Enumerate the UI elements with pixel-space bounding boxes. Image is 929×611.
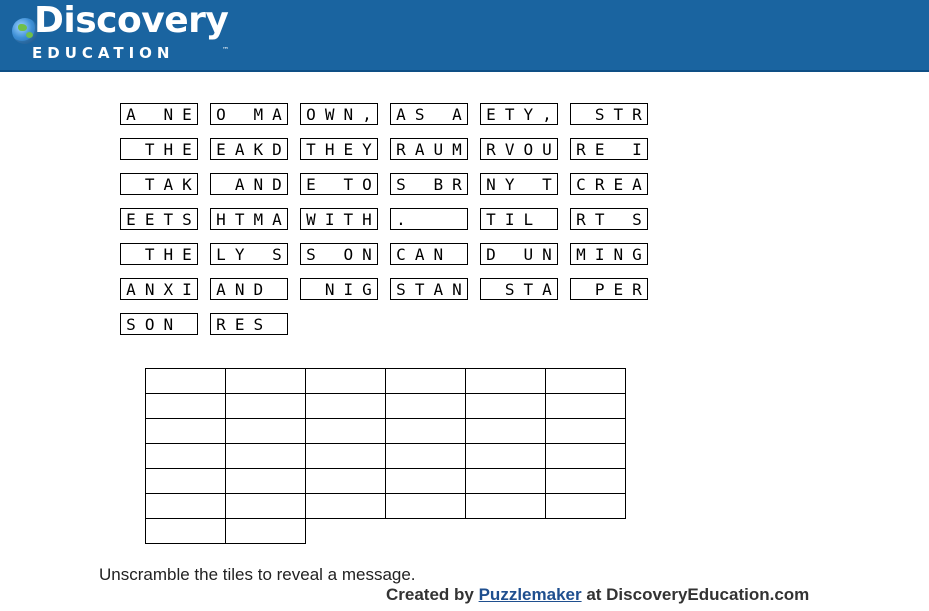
tile-letter: S <box>272 244 282 264</box>
tile-letter <box>431 105 445 124</box>
puzzlemaker-link[interactable]: Puzzlemaker <box>478 585 582 604</box>
logo-trademark: ™ <box>222 46 229 54</box>
puzzle-tile <box>570 278 648 300</box>
puzzle-tile <box>300 103 378 125</box>
puzzle-tile <box>390 278 468 300</box>
tile-letter <box>413 210 427 229</box>
answer-cell <box>145 443 226 469</box>
puzzle-tile <box>390 173 468 195</box>
puzzle-tile <box>480 208 558 230</box>
answer-cell <box>145 368 226 394</box>
tile-letter: Y <box>523 104 534 124</box>
tile-letter <box>450 210 464 229</box>
tile-letter: N <box>433 244 444 264</box>
tile-letter: N <box>163 314 174 334</box>
tile-letter <box>503 245 517 264</box>
tile-letter: H <box>362 209 372 229</box>
tile-letter: S <box>126 314 136 334</box>
tile-letter: R <box>486 139 496 159</box>
tile-letter <box>124 140 138 159</box>
tile-letter: . <box>396 209 406 229</box>
tile-letter: A <box>414 244 425 264</box>
answer-cell <box>385 468 466 494</box>
answer-cell <box>305 468 386 494</box>
tile-letter: T <box>163 209 174 229</box>
tile-letter: L <box>523 209 534 229</box>
tile-letter: X <box>163 279 174 299</box>
tile-letter: N <box>486 174 496 194</box>
tile-letter: U <box>433 139 444 159</box>
tile-letter: A <box>234 139 245 159</box>
tile-letter: A <box>396 104 406 124</box>
tile-letter: A <box>433 279 444 299</box>
answer-cell <box>145 518 226 544</box>
tile-letter: D <box>253 279 264 299</box>
tile-letter <box>484 280 498 299</box>
answer-cell <box>545 468 626 494</box>
tile-letter: H <box>163 139 174 159</box>
answer-cell <box>545 418 626 444</box>
tile-letter: S <box>594 104 605 124</box>
tile-letter: R <box>576 209 586 229</box>
tile-letter: E <box>216 139 226 159</box>
answer-cell <box>305 393 386 419</box>
tile-letter <box>413 175 427 194</box>
tile-letter: V <box>504 139 515 159</box>
tile-letter: E <box>486 104 496 124</box>
tile-letter <box>611 210 625 229</box>
tile-letter: M <box>452 139 462 159</box>
tile-letter: M <box>576 244 586 264</box>
puzzle-tile <box>210 103 288 125</box>
header-bar <box>0 0 929 72</box>
puzzle-tile <box>480 103 558 125</box>
tile-letter <box>521 175 535 194</box>
answer-cell <box>465 493 546 519</box>
answer-cell <box>385 493 466 519</box>
tile-letter <box>214 175 228 194</box>
puzzle-tile <box>390 243 468 265</box>
tile-letter: I <box>504 209 515 229</box>
logo-brand-word: Discovery <box>34 0 229 41</box>
answer-cell <box>145 493 226 519</box>
tile-letter <box>124 245 138 264</box>
tile-letter: S <box>396 279 406 299</box>
puzzle-tile <box>120 243 198 265</box>
tile-letter <box>124 175 138 194</box>
tile-letter: T <box>144 244 155 264</box>
answer-cell <box>305 368 386 394</box>
puzzle-tile <box>120 173 198 195</box>
answer-cell <box>225 493 306 519</box>
answer-cell <box>385 393 466 419</box>
tile-letter: A <box>452 104 462 124</box>
tile-letter: E <box>613 279 624 299</box>
tile-letter: E <box>343 139 354 159</box>
tile-letter: I <box>594 244 605 264</box>
tile-letter: A <box>272 209 282 229</box>
tile-letter: S <box>253 314 264 334</box>
tile-letter: S <box>396 174 406 194</box>
answer-cell <box>545 368 626 394</box>
puzzle-tile <box>120 103 198 125</box>
tile-letter: S <box>504 279 515 299</box>
instructions-text: Unscramble the tiles to reveal a message. <box>99 565 416 584</box>
tile-letter: S <box>414 104 425 124</box>
answer-cell <box>225 468 306 494</box>
answer-cell <box>145 468 226 494</box>
tile-letter: I <box>343 279 354 299</box>
tile-letter: T <box>343 209 354 229</box>
puzzle-tile <box>480 243 558 265</box>
tile-letter: A <box>216 279 226 299</box>
tile-letter: R <box>216 314 226 334</box>
tile-letter: O <box>523 139 534 159</box>
tile-letter: I <box>324 209 335 229</box>
tile-letter: H <box>324 139 335 159</box>
tile-letter: T <box>144 139 155 159</box>
puzzle-tile <box>120 313 198 335</box>
tile-letter: E <box>182 139 192 159</box>
tile-letter: Y <box>234 244 245 264</box>
puzzle-tile <box>570 243 648 265</box>
tile-letter <box>431 210 445 229</box>
tile-letter: O <box>306 104 316 124</box>
tile-letter <box>540 210 554 229</box>
tile-letter: T <box>613 104 624 124</box>
answer-cell <box>225 518 306 544</box>
tile-letter <box>143 105 157 124</box>
tile-letter: A <box>632 174 642 194</box>
tile-letter: C <box>576 174 586 194</box>
tile-letter: N <box>253 174 264 194</box>
tile-letter: D <box>486 244 496 264</box>
answer-cell <box>305 443 386 469</box>
puzzle-tile <box>480 278 558 300</box>
tile-letter: T <box>414 279 425 299</box>
puzzle-tile <box>480 138 558 160</box>
tile-letter: A <box>163 174 174 194</box>
tile-letter <box>611 140 625 159</box>
tile-letter: N <box>144 279 155 299</box>
tile-letter: A <box>126 104 136 124</box>
tile-letter: T <box>504 104 515 124</box>
tile-letter: T <box>542 174 552 194</box>
answer-cell <box>545 493 626 519</box>
discovery-education-logo[interactable] <box>10 0 250 66</box>
tile-letter: E <box>306 174 316 194</box>
tile-letter: K <box>253 139 264 159</box>
answer-cell <box>225 368 306 394</box>
tile-letter: O <box>343 244 354 264</box>
tile-letter: R <box>452 174 462 194</box>
tile-letter: Y <box>504 174 515 194</box>
puzzle-tile <box>570 173 648 195</box>
tile-letter: N <box>343 104 354 124</box>
tile-letter: A <box>272 104 282 124</box>
credit-line <box>386 585 809 605</box>
tile-letter: L <box>216 244 226 264</box>
tile-letter <box>180 315 194 334</box>
puzzle-tile <box>300 138 378 160</box>
answer-cell <box>465 393 546 419</box>
answer-cell <box>385 368 466 394</box>
tile-letter <box>574 280 588 299</box>
tile-letter <box>270 315 284 334</box>
tile-letter: O <box>362 174 372 194</box>
answer-cell <box>545 443 626 469</box>
answer-cell <box>305 493 386 519</box>
puzzle-tile <box>570 208 648 230</box>
tile-letter: T <box>343 174 354 194</box>
tile-letter: , <box>362 104 372 124</box>
tile-letter: N <box>542 244 552 264</box>
answer-cell <box>145 393 226 419</box>
tile-letter: S <box>306 244 316 264</box>
tile-letter: E <box>182 104 192 124</box>
tile-letter <box>270 280 284 299</box>
tile-letter: E <box>594 139 605 159</box>
tile-letter: K <box>182 174 192 194</box>
tile-letter: M <box>253 104 264 124</box>
tile-letter: G <box>362 279 372 299</box>
tile-letter: H <box>163 244 174 264</box>
puzzle-tile <box>570 138 648 160</box>
tile-letter: N <box>324 279 335 299</box>
tile-letter: R <box>396 139 406 159</box>
puzzle-tile <box>210 313 288 335</box>
tile-letter: A <box>414 139 425 159</box>
tile-letter: D <box>272 139 282 159</box>
answer-cell <box>385 443 466 469</box>
tile-letter: E <box>144 209 155 229</box>
tile-letter: T <box>523 279 534 299</box>
answer-cell <box>225 393 306 419</box>
tile-letter: U <box>542 139 552 159</box>
tile-letter <box>323 245 337 264</box>
answer-cell <box>465 443 546 469</box>
credit-prefix: Created by <box>386 585 479 604</box>
answer-cell <box>465 368 546 394</box>
puzzle-tile <box>570 103 648 125</box>
tile-letter: I <box>632 139 642 159</box>
puzzle-tile <box>210 138 288 160</box>
tile-letter: R <box>632 104 642 124</box>
tile-letter: E <box>126 209 136 229</box>
puzzle-tile <box>300 243 378 265</box>
answer-cell <box>225 418 306 444</box>
tile-letter <box>323 175 337 194</box>
tile-letter: N <box>163 104 174 124</box>
answer-cell <box>305 418 386 444</box>
tile-letter: T <box>306 139 316 159</box>
tile-letter: E <box>234 314 245 334</box>
puzzle-tile <box>390 103 468 125</box>
tile-letter: E <box>613 174 624 194</box>
logo-brand-sub: EDUCATION <box>32 44 175 62</box>
tile-letter: Y <box>362 139 372 159</box>
tile-letter: R <box>576 139 586 159</box>
puzzle-tile <box>390 208 468 230</box>
tile-letter: T <box>486 209 496 229</box>
tile-letter: N <box>613 244 624 264</box>
tile-letter: A <box>234 174 245 194</box>
answer-cell <box>545 393 626 419</box>
tile-letter: E <box>182 244 192 264</box>
tile-letter: R <box>632 279 642 299</box>
puzzle-tile <box>120 138 198 160</box>
tile-letter: O <box>144 314 155 334</box>
tile-letter: T <box>594 209 605 229</box>
tile-letter: S <box>182 209 192 229</box>
puzzle-tile <box>120 208 198 230</box>
tile-letter: N <box>452 279 462 299</box>
puzzle-tile <box>120 278 198 300</box>
tile-letter: N <box>362 244 372 264</box>
puzzle-tile <box>210 278 288 300</box>
tile-letter <box>233 105 247 124</box>
tile-letter: W <box>306 209 316 229</box>
puzzle-tile <box>210 173 288 195</box>
tile-letter: N <box>234 279 245 299</box>
puzzle-tile <box>210 243 288 265</box>
tile-letter: , <box>542 104 552 124</box>
tile-letter: M <box>253 209 264 229</box>
puzzle-tile <box>480 173 558 195</box>
tile-letter: A <box>542 279 552 299</box>
tile-letter: T <box>144 174 155 194</box>
answer-cell <box>145 418 226 444</box>
tile-letter: P <box>594 279 605 299</box>
answer-cell <box>465 468 546 494</box>
answer-cell <box>385 418 466 444</box>
tile-letter: S <box>632 209 642 229</box>
credit-suffix: at DiscoveryEducation.com <box>581 585 810 604</box>
tile-letter: H <box>216 209 226 229</box>
puzzle-tile <box>390 138 468 160</box>
tile-letter: O <box>216 104 226 124</box>
puzzle-tile <box>300 278 378 300</box>
tile-letter: B <box>433 174 444 194</box>
tile-letter: G <box>632 244 642 264</box>
tile-letter <box>574 105 588 124</box>
answer-cell <box>465 418 546 444</box>
tile-letter: R <box>594 174 605 194</box>
tile-letter: T <box>234 209 245 229</box>
tile-letter: C <box>396 244 406 264</box>
puzzle-tile <box>300 208 378 230</box>
tile-letter <box>450 245 464 264</box>
tile-letter: A <box>126 279 136 299</box>
tile-letter: W <box>324 104 335 124</box>
tile-letter: D <box>272 174 282 194</box>
answer-cell <box>225 443 306 469</box>
puzzle-tile <box>300 173 378 195</box>
tile-letter <box>304 280 318 299</box>
tile-letter: U <box>523 244 534 264</box>
tile-letter <box>251 245 265 264</box>
tile-letter: I <box>182 279 192 299</box>
puzzle-tile <box>210 208 288 230</box>
